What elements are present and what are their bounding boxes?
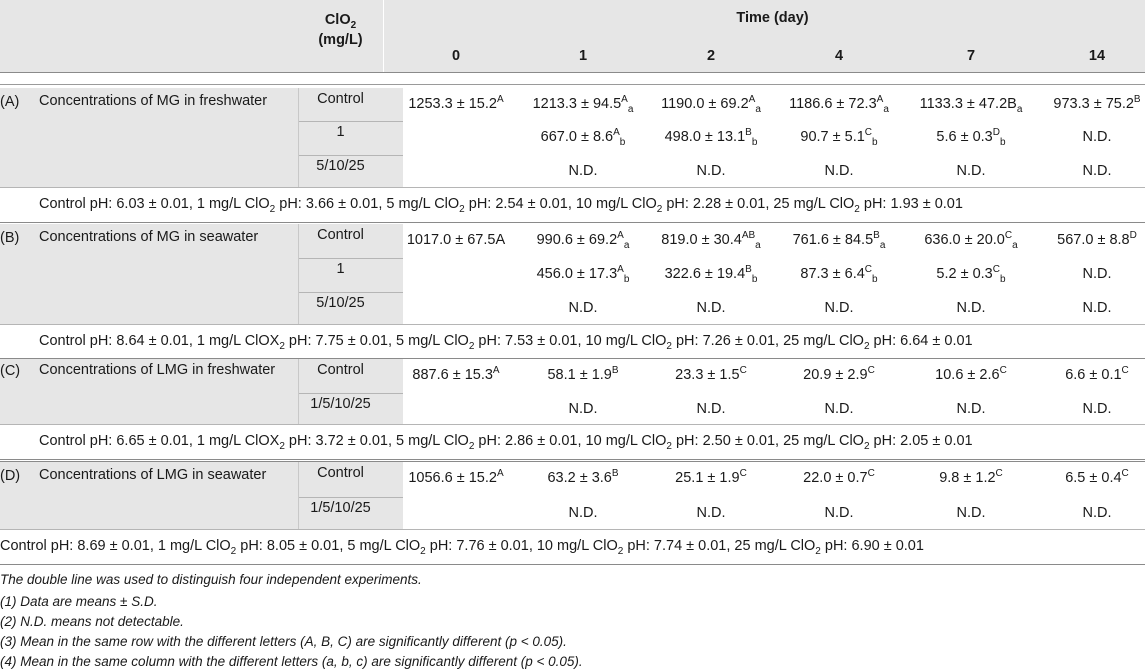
cell-subscript: a xyxy=(1012,239,1018,251)
cell-value: N.D. xyxy=(1082,266,1112,282)
cell-value: N.D. xyxy=(824,300,854,316)
ph-text: Control pH: 6.03 ± 0.01, 1 mg/L ClO xyxy=(39,196,270,212)
cell-value: 22.0 ± 0.7 xyxy=(803,470,868,486)
data-cell-A-0-3 xyxy=(775,94,903,115)
cell-superscript: B xyxy=(1133,94,1141,106)
cell-value: 1186.6 ± 72.3 xyxy=(789,96,877,112)
ph-text: Control pH: 6.65 ± 0.01, 1 mg/L ClOX xyxy=(39,433,280,449)
cell-value: 498.0 ± 13.1 xyxy=(664,129,746,145)
cell-superscript: AB xyxy=(741,230,756,242)
cell-superscript: A xyxy=(876,94,884,106)
data-cell-A-1-3 xyxy=(775,127,903,148)
cell-value: N.D. xyxy=(1082,401,1112,417)
cell-subscript: b xyxy=(1000,273,1006,285)
ph-text: Control pH: 8.64 ± 0.01, 1 mg/L ClOX xyxy=(39,333,280,349)
day-header-7: 7 xyxy=(966,48,976,64)
cell-value: N.D. xyxy=(956,300,986,316)
data-cell-A-0-5 xyxy=(1033,96,1145,112)
cell-superscript: D xyxy=(992,127,1000,139)
section-C-tag: (C) xyxy=(0,363,21,379)
ph-text: pH: 2.86 ± 0.01, 10 mg/L ClO xyxy=(474,433,667,449)
cell-superscript: B xyxy=(873,230,880,242)
data-cell-A-2-5 xyxy=(1033,163,1145,179)
data-cell-D-0-5 xyxy=(1033,470,1145,486)
data-cell-D-0-4 xyxy=(907,470,1035,486)
section-C-title: Concentrations of LMG in freshwater xyxy=(39,362,276,378)
ph-subscript: 2 xyxy=(459,203,465,215)
cell-superscript: A xyxy=(617,230,624,242)
cell-superscript: A xyxy=(496,94,504,106)
data-cell-B-1-2 xyxy=(647,264,775,285)
ph-subscript: 2 xyxy=(269,203,276,215)
cell-value: 58.1 ± 1.9 xyxy=(547,367,612,383)
cell-value: 819.0 ± 30.4 xyxy=(661,232,742,248)
section-A-tag: (A) xyxy=(0,94,20,110)
dose-label-D-1: 1/5/10/25 xyxy=(310,500,371,516)
data-cell-B-2-2 xyxy=(647,300,775,316)
cell-subscript: b xyxy=(619,136,626,148)
dose-label-C-0: Control xyxy=(317,362,364,378)
cell-value: N.D. xyxy=(568,401,598,417)
cell-subscript: b xyxy=(623,273,630,285)
cell-value: N.D. xyxy=(1082,300,1112,316)
cell-value: N.D. xyxy=(568,163,598,179)
cell-superscript: C xyxy=(999,365,1007,377)
cell-superscript: A xyxy=(613,127,620,139)
cell-subscript: a xyxy=(623,239,630,251)
data-cell-C-1-5 xyxy=(1033,401,1145,417)
data-cell-A-1-2 xyxy=(647,127,775,148)
cell-value: 1213.3 ± 94.5 xyxy=(532,96,622,112)
ph-subscript: 2 xyxy=(279,340,285,352)
header-bottom-rule-2 xyxy=(0,84,1145,85)
cell-value: 636.0 ± 20.0 xyxy=(924,232,1005,248)
ph-subscript: 2 xyxy=(420,545,426,557)
cell-superscript: C xyxy=(867,365,875,377)
dose-label-A-0: Control xyxy=(317,91,364,107)
day-header-14: 14 xyxy=(1088,48,1106,64)
ph-subscript: 2 xyxy=(863,340,870,352)
cell-value: 667.0 ± 8.6 xyxy=(540,129,614,145)
header-divider xyxy=(383,0,384,72)
cell-superscript: B xyxy=(745,264,752,276)
col-divider xyxy=(298,224,299,324)
data-cell-D-1-5 xyxy=(1033,505,1145,521)
data-cell-A-2-3 xyxy=(775,163,903,179)
section-D-tag: (D) xyxy=(0,468,21,484)
cell-value: 887.6 ± 15.3 xyxy=(412,367,493,383)
cell-superscript: B xyxy=(611,468,619,480)
cell-value: N.D. xyxy=(568,505,598,521)
data-cell-D-1-1 xyxy=(519,505,647,521)
data-cell-B-0-4 xyxy=(907,230,1035,251)
ph-subscript: 2 xyxy=(230,545,237,557)
dose-label-A-1: 1 xyxy=(336,124,345,140)
footnote-4: (3) Mean in the same row with the different letters (A, B, C) are significantly different (p < 0.05). xyxy=(0,634,567,649)
section-B-ph-rule xyxy=(0,324,1145,325)
dose-label-B-0: Control xyxy=(317,227,364,243)
data-cell-D-1-4 xyxy=(907,505,1035,521)
ph-subscript: 2 xyxy=(854,203,860,215)
data-cell-C-0-2 xyxy=(647,367,775,383)
cell-value: 10.6 ± 2.6 xyxy=(935,367,1000,383)
cell-superscript: B xyxy=(611,365,619,377)
cell-value: N.D. xyxy=(1082,129,1112,145)
data-cell-B-0-0 xyxy=(392,232,520,248)
ph-subscript: 2 xyxy=(815,545,821,557)
data-cell-B-1-5 xyxy=(1033,266,1145,282)
data-cell-C-0-1 xyxy=(519,367,647,383)
day-header-4: 4 xyxy=(834,48,844,64)
section-A-ph-line xyxy=(39,196,963,215)
ph-text: Control pH: 8.69 ± 0.01, 1 mg/L ClO xyxy=(0,538,231,554)
ph-subscript: 2 xyxy=(468,340,475,352)
cell-subscript: a xyxy=(755,103,761,115)
cell-superscript: C xyxy=(995,468,1003,480)
data-cell-B-2-4 xyxy=(907,300,1035,316)
data-cell-B-2-5 xyxy=(1033,300,1145,316)
section-separator xyxy=(0,459,1145,460)
header-bottom-rule xyxy=(0,72,1145,73)
data-cell-B-1-1 xyxy=(519,264,647,285)
data-cell-A-0-2 xyxy=(647,94,775,115)
data-cell-A-0-1 xyxy=(519,94,647,115)
col-divider xyxy=(298,88,299,187)
section-B-title: Concentrations of MG in seawater xyxy=(39,229,259,245)
cell-value: 990.6 ± 69.2 xyxy=(536,232,618,248)
data-cell-C-0-4 xyxy=(907,367,1035,383)
dose-label-B-1: 1 xyxy=(336,261,345,277)
section-C-ph-line xyxy=(39,433,973,452)
cell-value: 5.6 ± 0.3 xyxy=(936,129,993,145)
data-cell-C-0-3 xyxy=(775,367,903,383)
data-cell-A-1-1 xyxy=(519,127,647,148)
ph-subscript: 2 xyxy=(666,340,672,352)
section-B-ph-line xyxy=(39,333,973,352)
data-cell-A-2-2 xyxy=(647,163,775,179)
data-cell-C-1-3 xyxy=(775,401,903,417)
data-cell-A-0-0 xyxy=(392,96,520,112)
cell-value: 23.3 ± 1.5 xyxy=(675,367,740,383)
cell-subscript: a xyxy=(755,239,761,251)
cell-superscript: C xyxy=(1121,365,1129,377)
cell-value: 1056.6 ± 15.2 xyxy=(408,470,497,486)
data-cell-B-0-1 xyxy=(519,230,647,251)
section-D-ph-line xyxy=(0,538,924,557)
cell-superscript: A xyxy=(496,468,504,480)
ph-text: pH: 2.05 ± 0.01 xyxy=(869,433,973,449)
data-cell-C-1-4 xyxy=(907,401,1035,417)
cell-value: N.D. xyxy=(824,401,854,417)
data-cell-A-1-5 xyxy=(1033,129,1145,145)
cell-value: 63.2 ± 3.6 xyxy=(547,470,612,486)
cell-value: 25.1 ± 1.9 xyxy=(675,470,740,486)
cell-superscript: B xyxy=(745,127,752,139)
cell-value: N.D. xyxy=(696,505,726,521)
cell-value: 1253.3 ± 15.2 xyxy=(408,96,497,112)
cell-superscript: C xyxy=(992,264,1000,276)
cell-superscript: C xyxy=(867,468,875,480)
cell-subscript: b xyxy=(751,136,758,148)
dose-label-D-0: Control xyxy=(317,465,364,481)
table-bottom-rule xyxy=(0,564,1145,565)
cell-subscript: a xyxy=(883,103,889,115)
data-cell-D-0-2 xyxy=(647,470,775,486)
cell-superscript: D xyxy=(1129,230,1137,242)
cell-value: 761.6 ± 84.5 xyxy=(792,232,874,248)
cell-subscript: a xyxy=(1016,103,1023,115)
ph-text: pH: 7.26 ± 0.01, 25 mg/L ClO xyxy=(671,333,864,349)
ph-text: pH: 7.76 ± 0.01, 10 mg/L ClO xyxy=(425,538,618,554)
cell-superscript: A xyxy=(492,365,500,377)
cell-value: N.D. xyxy=(956,163,986,179)
cell-value: N.D. xyxy=(824,163,854,179)
cell-value: 1133.3 ± 47.2B xyxy=(919,96,1017,112)
data-cell-D-1-2 xyxy=(647,505,775,521)
clo2-subscript: 2 xyxy=(350,19,357,31)
cell-superscript: C xyxy=(739,365,747,377)
cell-value: N.D. xyxy=(696,300,726,316)
data-cell-C-1-2 xyxy=(647,401,775,417)
data-cell-A-1-4 xyxy=(907,127,1035,148)
ph-text: pH: 7.53 ± 0.01, 10 mg/L ClO xyxy=(474,333,667,349)
data-cell-D-0-3 xyxy=(775,470,903,486)
time-header: Time (day) xyxy=(736,10,809,26)
ph-text: pH: 3.72 ± 0.01, 5 mg/L ClO xyxy=(284,433,469,449)
cell-value: 6.5 ± 0.4 xyxy=(1065,470,1122,486)
data-cell-D-1-3 xyxy=(775,505,903,521)
cell-value: 90.7 ± 5.1 xyxy=(800,129,865,145)
cell-subscript: a xyxy=(627,103,634,115)
cell-superscript: C xyxy=(739,468,747,480)
ph-text: pH: 7.75 ± 0.01, 5 mg/L ClO xyxy=(284,333,469,349)
data-cell-B-1-4 xyxy=(907,264,1035,285)
cell-superscript: C xyxy=(1121,468,1129,480)
cell-subscript: b xyxy=(751,273,758,285)
day-header-2: 2 xyxy=(706,48,716,64)
cell-value: N.D. xyxy=(1082,163,1112,179)
footnote-3: (2) N.D. means not detectable. xyxy=(0,614,184,629)
data-cell-D-0-1 xyxy=(519,470,647,486)
ph-subscript: 2 xyxy=(666,440,672,452)
footnote-5: (4) Mean in the same column with the different letters (a, b, c) are significantly different (p < 0.05). xyxy=(0,654,583,669)
cell-superscript: C xyxy=(864,264,873,276)
cell-value: N.D. xyxy=(696,163,726,179)
cell-value: 9.8 ± 1.2 xyxy=(939,470,996,486)
data-cell-A-2-1 xyxy=(519,163,647,179)
cell-value: 1190.0 ± 69.2 xyxy=(661,96,749,112)
ph-subscript: 2 xyxy=(468,440,475,452)
section-A-title: Concentrations of MG in freshwater xyxy=(39,93,268,109)
ph-subscript: 2 xyxy=(279,440,285,452)
clo2-header xyxy=(298,10,383,50)
section-B-tag: (B) xyxy=(0,230,20,246)
cell-value: 973.3 ± 75.2 xyxy=(1053,96,1134,112)
clo2-unit: (mg/L) xyxy=(318,32,363,48)
data-cell-A-0-4 xyxy=(907,96,1035,115)
section-A-ph-rule xyxy=(0,187,1145,188)
data-cell-C-0-5 xyxy=(1033,367,1145,383)
dose-label-A-2: 5/10/25 xyxy=(316,158,365,174)
cell-value: N.D. xyxy=(956,401,986,417)
data-cell-A-2-4 xyxy=(907,163,1035,179)
data-cell-B-0-2 xyxy=(647,230,775,251)
ph-text: pH: 3.66 ± 0.01, 5 mg/L ClO xyxy=(275,196,460,212)
cell-subscript: b xyxy=(872,136,878,148)
data-cell-C-1-1 xyxy=(519,401,647,417)
data-cell-B-0-5 xyxy=(1033,232,1145,248)
data-cell-B-0-3 xyxy=(775,230,903,251)
ph-text: pH: 2.54 ± 0.01, 10 mg/L ClO xyxy=(464,196,657,212)
data-cell-B-1-3 xyxy=(775,264,903,285)
section-D-title: Concentrations of LMG in seawater xyxy=(39,467,267,483)
cell-value: 567.0 ± 8.8 xyxy=(1057,232,1130,248)
cell-superscript: A xyxy=(617,264,624,276)
col-divider xyxy=(298,359,299,424)
cell-value: N.D. xyxy=(824,505,854,521)
ph-subscript: 2 xyxy=(656,203,663,215)
ph-text: pH: 1.93 ± 0.01 xyxy=(859,196,963,212)
data-cell-D-0-0 xyxy=(392,470,520,486)
clo2-label: ClO xyxy=(324,12,351,28)
cell-subscript: b xyxy=(1000,136,1006,148)
day-header-0: 0 xyxy=(451,48,461,64)
cell-value: 20.9 ± 2.9 xyxy=(803,367,868,383)
ph-subscript: 2 xyxy=(617,545,624,557)
footnote-2: (1) Data are means ± S.D. xyxy=(0,594,158,609)
ph-text: pH: 6.64 ± 0.01 xyxy=(869,333,973,349)
cell-subscript: a xyxy=(879,239,886,251)
cell-superscript: A xyxy=(621,94,628,106)
dose-label-C-1: 1/5/10/25 xyxy=(310,396,371,412)
cell-subscript: b xyxy=(872,273,878,285)
ph-subscript: 2 xyxy=(863,440,870,452)
ph-text: pH: 7.74 ± 0.01, 25 mg/L ClO xyxy=(623,538,816,554)
cell-value: N.D. xyxy=(956,505,986,521)
cell-value: N.D. xyxy=(1082,505,1112,521)
data-cell-B-2-3 xyxy=(775,300,903,316)
cell-superscript: C xyxy=(1004,230,1013,242)
cell-value: 87.3 ± 6.4 xyxy=(800,266,865,282)
data-cell-C-0-0 xyxy=(392,367,520,383)
cell-value: 5.2 ± 0.3 xyxy=(936,266,993,282)
data-cell-B-2-1 xyxy=(519,300,647,316)
col-divider xyxy=(298,462,299,529)
footnote-1: The double line was used to distinguish four independent experiments. xyxy=(0,572,422,587)
ph-text: pH: 2.50 ± 0.01, 25 mg/L ClO xyxy=(671,433,864,449)
ph-text: pH: 8.05 ± 0.01, 5 mg/L ClO xyxy=(236,538,421,554)
ph-text: pH: 2.28 ± 0.01, 25 mg/L ClO xyxy=(662,196,855,212)
cell-value: 6.6 ± 0.1 xyxy=(1065,367,1122,383)
section-C-ph-rule xyxy=(0,424,1145,425)
cell-value: N.D. xyxy=(568,300,598,316)
dose-label-B-2: 5/10/25 xyxy=(316,295,365,311)
section-separator xyxy=(0,222,1145,223)
cell-superscript: A xyxy=(748,94,756,106)
section-D-ph-rule xyxy=(0,529,1145,530)
cell-superscript: C xyxy=(864,127,873,139)
cell-value: N.D. xyxy=(696,401,726,417)
cell-value: 1017.0 ± 67.5A xyxy=(406,232,506,248)
ph-text: pH: 6.90 ± 0.01 xyxy=(820,538,924,554)
cell-value: 322.6 ± 19.4 xyxy=(664,266,746,282)
cell-value: 456.0 ± 17.3 xyxy=(536,266,618,282)
day-header-1: 1 xyxy=(578,48,588,64)
